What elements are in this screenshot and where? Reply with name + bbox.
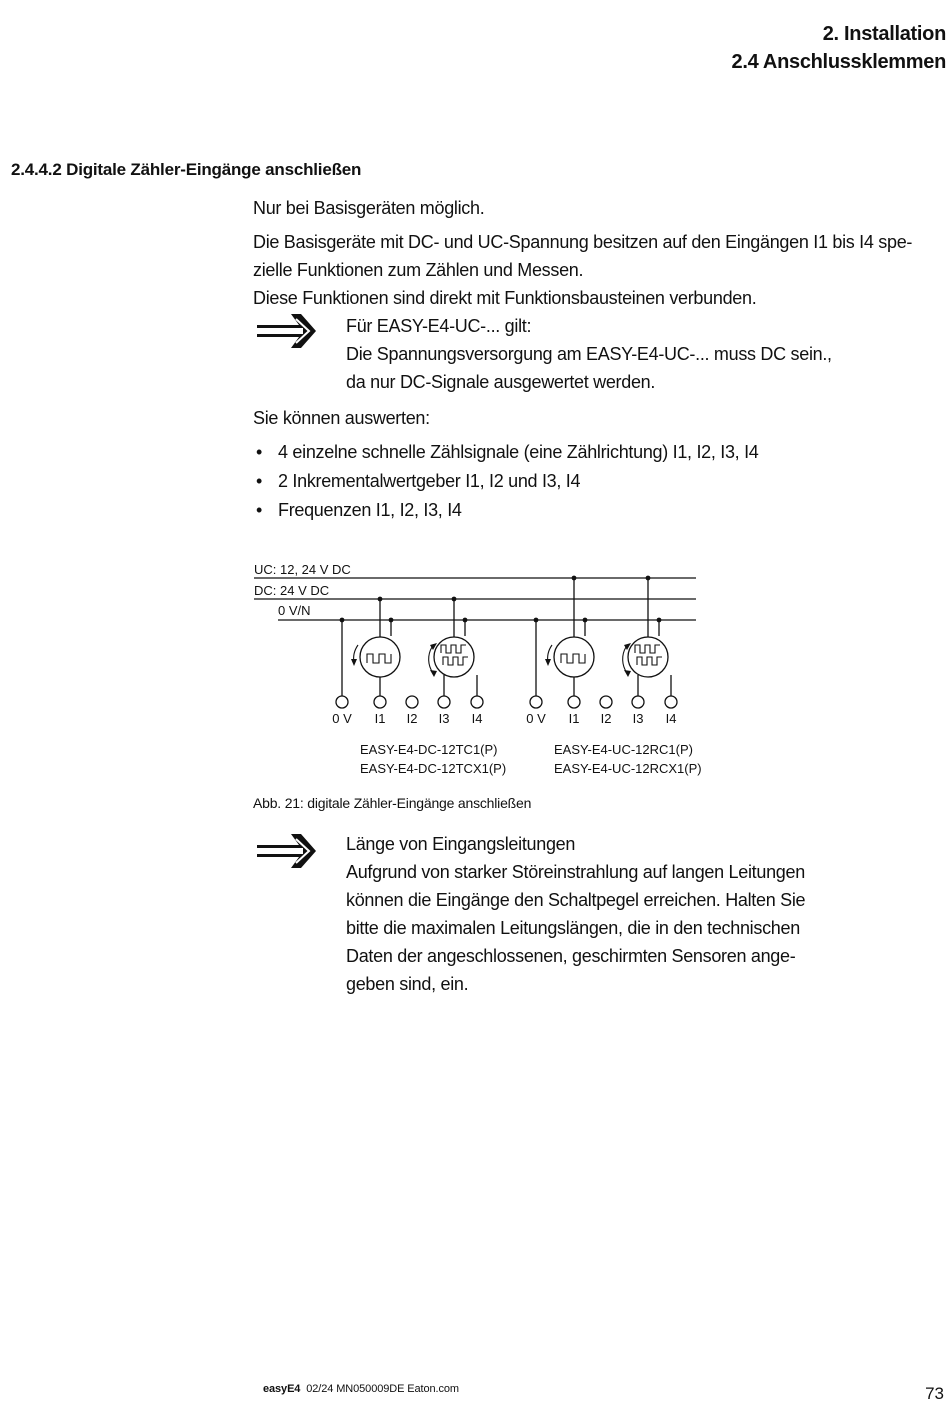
terminal-label: I2 <box>406 711 418 726</box>
paragraph-1-line-2: zielle Funktionen zum Zählen und Messen. <box>253 260 584 280</box>
wiring-diagram <box>250 555 710 790</box>
note-2-line: Aufgrund von starker Störeinstrahlung auf langen Leitungen <box>346 862 805 882</box>
left-device-label-2: EASY-E4-DC-12TCX1(P) <box>360 761 507 776</box>
terminal-label: I3 <box>438 711 450 726</box>
dc-rail-label: DC: 24 V DC <box>254 583 330 598</box>
terminal-label: I1 <box>568 711 580 726</box>
zero-volt-rail-label: 0 V/N <box>278 603 311 618</box>
right-device-label-2: EASY-E4-UC-12RCX1(P) <box>554 761 702 776</box>
list-item: • 2 Inkrementalwertgeber I1, I2 und I3, I4 <box>256 471 581 491</box>
chapter-title: 2. Installation <box>822 23 946 45</box>
note-2-title: Länge von Eingangsleitungen <box>346 834 576 854</box>
paragraph-1-line-1: Die Basisgeräte mit DC- und UC-Spannung besitzen auf den Eingängen I1 bis I4 spe- <box>253 232 913 252</box>
uc-rail-label: UC: 12, 24 V DC <box>254 562 351 577</box>
section-title-header: 2.4 Anschlussklemmen <box>731 51 946 73</box>
figure-caption: Abb. 21: digitale Zähler-Eingänge anschließen <box>253 795 532 811</box>
note-2-line: bitte die maximalen Leitungslängen, die in den technischen <box>346 918 800 938</box>
section-heading: 2.4.4.2 Digitale Zähler-Eingänge anschließen <box>11 160 362 179</box>
note-arrow-icon <box>255 311 319 351</box>
intro-text: Nur bei Basisgeräten möglich. <box>253 198 485 218</box>
list-item-text: 4 einzelne schnelle Zählsignale (eine Zählrichtung) I1, I2, I3, I4 <box>278 442 759 462</box>
note-arrow-icon <box>255 831 319 871</box>
terminal-label: I1 <box>374 711 386 726</box>
list-item-text: 2 Inkrementalwertgeber I1, I2 und I3, I4 <box>278 471 581 491</box>
note-2-line: Daten der angeschlossenen, geschirmten Sensoren ange- <box>346 946 796 966</box>
terminal-label: I3 <box>632 711 644 726</box>
footer-brand: easyE4 <box>263 1383 301 1395</box>
terminal-label: I4 <box>665 711 677 726</box>
note-2-line: geben sind, ein. <box>346 974 469 994</box>
right-device-label-1: EASY-E4-UC-12RC1(P) <box>554 742 693 757</box>
footer <box>263 1383 459 1395</box>
list-item: • 4 einzelne schnelle Zählsignale (eine Zählrichtung) I1, I2, I3, I4 <box>256 442 759 462</box>
terminal-label: 0 V <box>332 711 352 726</box>
terminal-label: I4 <box>471 711 483 726</box>
note-1-line-3: da nur DC-Signale ausgewertet werden. <box>346 372 656 392</box>
note-2-line: können die Eingänge den Schaltpegel erreichen. Halten Sie <box>346 890 806 910</box>
list-item-text: Frequenzen I1, I2, I3, I4 <box>278 500 462 520</box>
terminal-label: 0 V <box>526 711 546 726</box>
evaluate-intro: Sie können auswerten: <box>253 408 430 428</box>
footer-doc-info: 02/24 MN050009DE Eaton.com <box>306 1383 459 1395</box>
terminal-label: I2 <box>600 711 612 726</box>
paragraph-2: Diese Funktionen sind direkt mit Funktionsbausteinen verbunden. <box>253 288 757 308</box>
note-1-line-2: Die Spannungsversorgung am EASY-E4-UC-... muss DC sein., <box>346 344 832 364</box>
list-item: • Frequenzen I1, I2, I3, I4 <box>256 500 462 520</box>
note-1-line-1: Für EASY-E4-UC-... gilt: <box>346 316 532 336</box>
left-device-label-1: EASY-E4-DC-12TC1(P) <box>360 742 498 757</box>
page-number: 73 <box>925 1384 944 1403</box>
